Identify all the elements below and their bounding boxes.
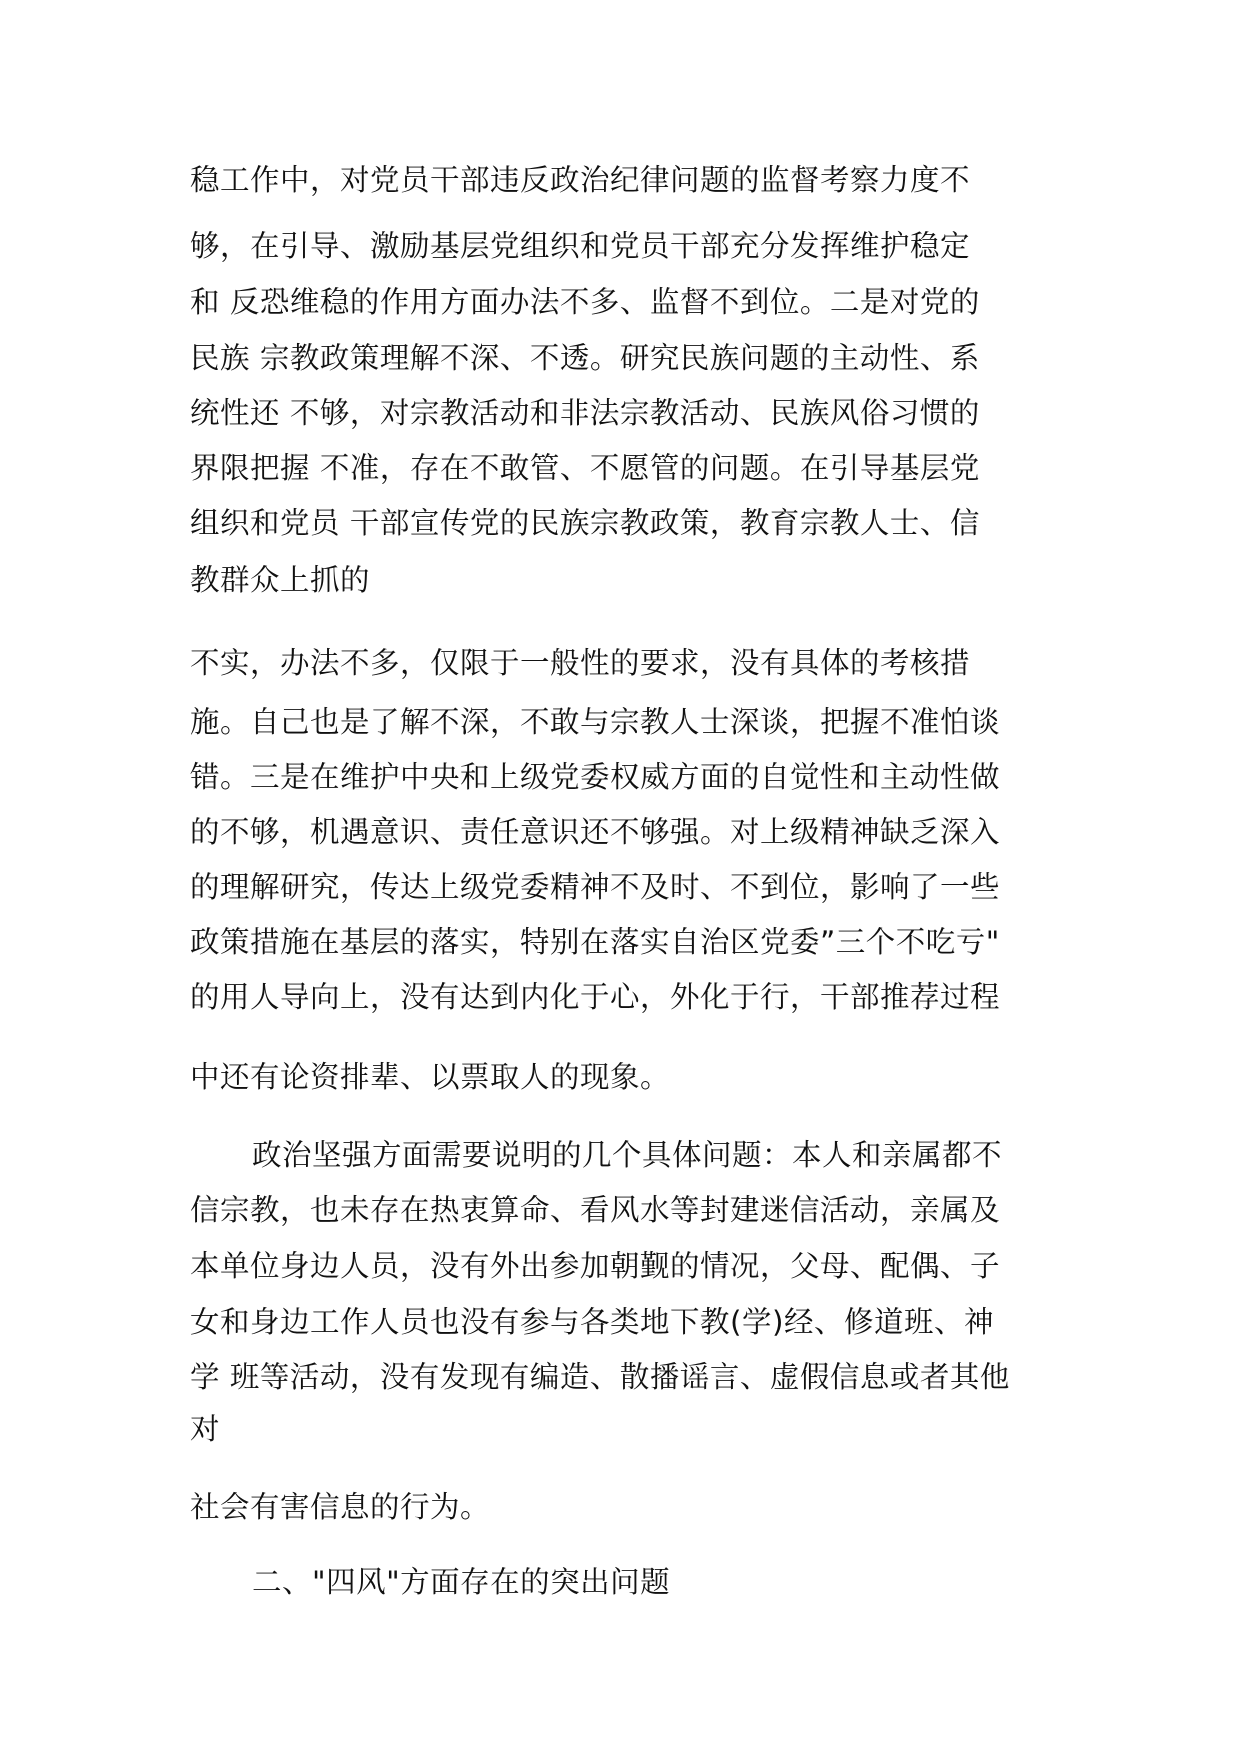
text-line: 施。自己也是了解不深，不敢与宗教人士深谈，把握不准怕谈 [190,705,1001,739]
text-line: 稳工作中，对党员干部违反政治纪律问题的监督考察力度不 [190,163,971,197]
text-line: 界限把握 不准，存在不敢管、不愿管的问题。在引导基层党 [190,451,980,485]
text-line: 的用人导向上，没有达到内化于心，外化于行，干部推荐过程 [190,980,1001,1014]
text-line: 的不够，机遇意识、责任意识还不够强。对上级精神缺乏深入 [190,815,1001,849]
text-line: 本单位身边人员，没有外出参加朝觐的情况，父母、配偶、子 [190,1249,1001,1283]
text-line: 错。三是在维护中央和上级党委权威方面的自觉性和主动性做 [190,760,1001,794]
text-line: 学 班等活动，没有发现有编造、散播谣言、虚假信息或者其他 [190,1360,1010,1394]
text-line: 对 [190,1412,221,1446]
text-line: 统性还 不够，对宗教活动和非法宗教活动、民族风俗习惯的 [190,396,980,430]
text-line: 组织和党员 干部宣传党的民族宗教政策，教育宗教人士、信 [190,506,980,540]
text-line: 和 反恐维稳的作用方面办法不多、监督不到位。二是对党的 [190,285,980,319]
text-line: 政策措施在基层的落实，特别在落实自治区党委”三个不吃亏" [190,925,1000,959]
section-heading: 二、"四风"方面存在的突出问题 [252,1565,671,1599]
paragraph-first-line: 政治坚强方面需要说明的几个具体问题：本人和亲属都不 [252,1138,1003,1172]
text-line: 社会有害信息的行为。 [190,1490,491,1524]
text-line: 的理解研究，传达上级党委精神不及时、不到位，影响了一些 [190,870,1001,904]
text-line: 不实，办法不多，仅限于一般性的要求，没有具体的考核措 [190,646,971,680]
text-line: 信宗教，也未存在热衷算命、看风水等封建迷信活动，亲属及 [190,1193,1001,1227]
text-line: 够，在引导、激励基层党组织和党员干部充分发挥维护稳定 [190,229,971,263]
text-line: 女和身边工作人员也没有参与各类地下教(学)经、修道班、神 [190,1305,995,1339]
text-line: 教群众上抓的 [190,563,371,597]
text-line: 民族 宗教政策理解不深、不透。研究民族问题的主动性、系 [190,341,980,375]
text-line: 中还有论资排辈、以票取人的现象。 [190,1060,671,1094]
